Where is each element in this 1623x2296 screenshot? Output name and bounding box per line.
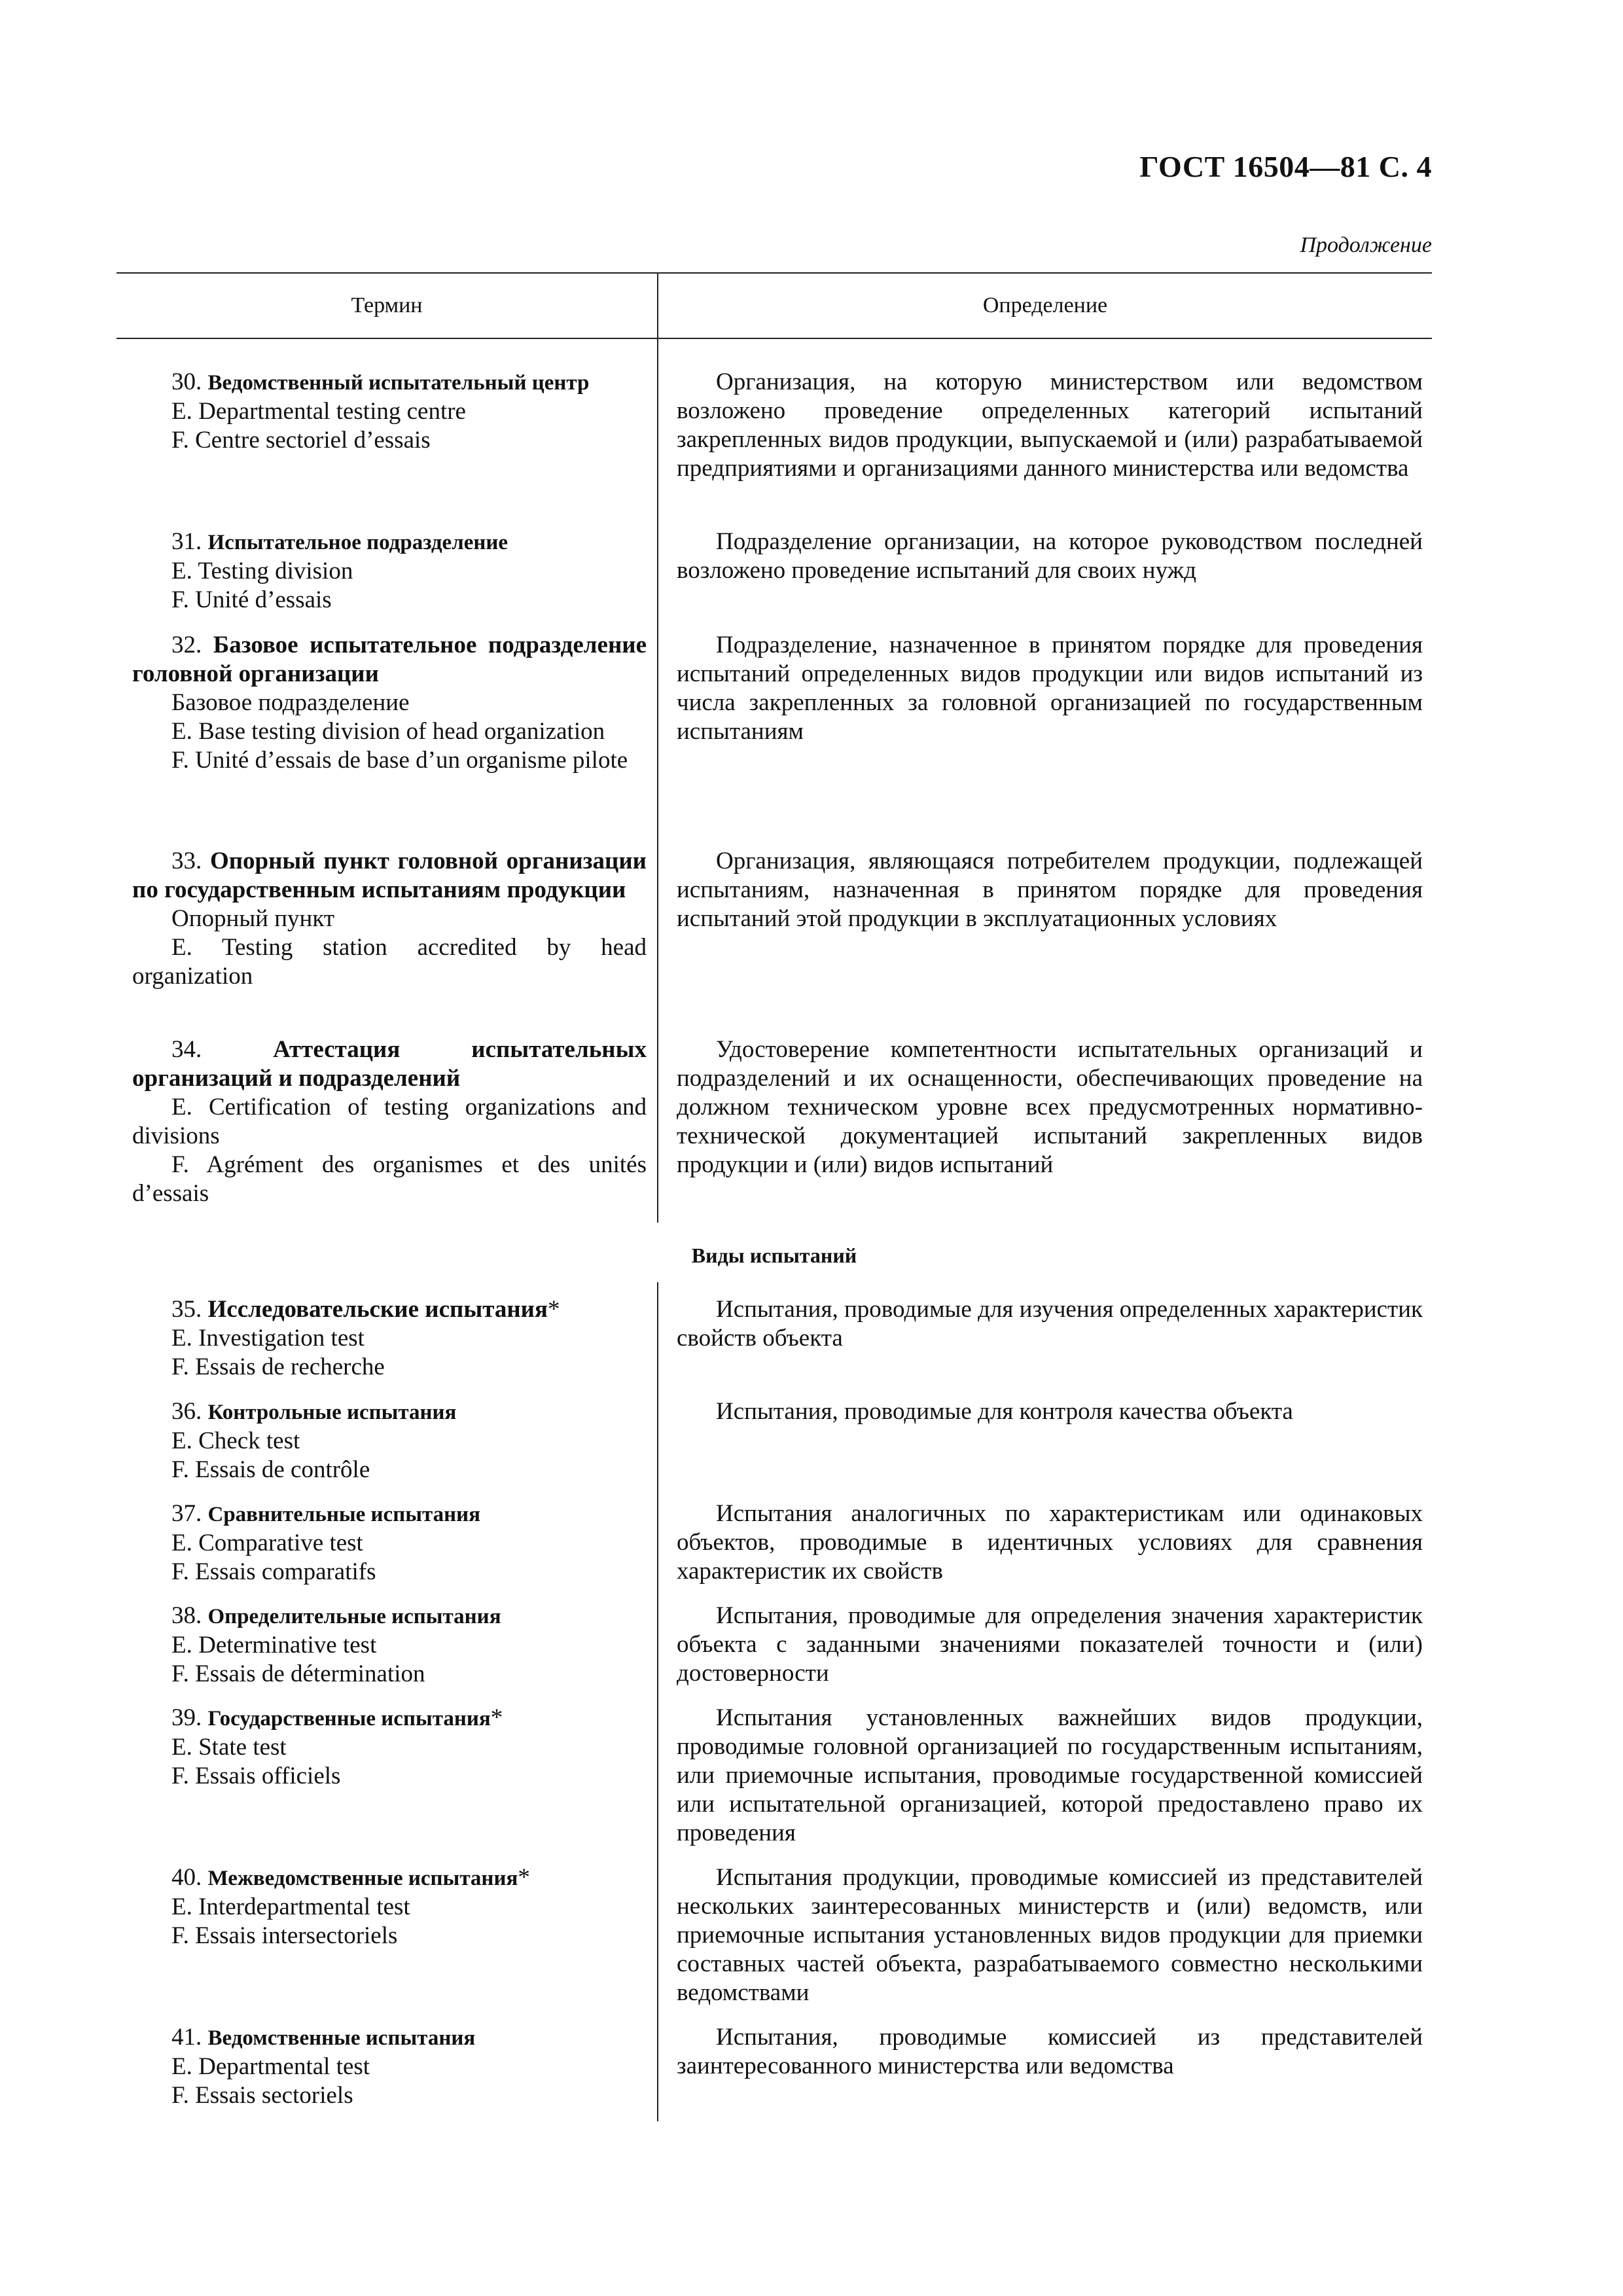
term-name: Опорный пункт головной организации по государственным испытаниям продукции (132, 848, 647, 903)
section-heading: Виды испытаний (691, 1244, 857, 1267)
definition-41: Испытания, проводимые комиссией из представителей заинтересованного министерства или ведомства (677, 2024, 1423, 2079)
definition-38: Испытания, проводимые для определения значения характеристик объекта с заданными значениями показателей точности и (или) достоверности (677, 1602, 1423, 1687)
definition-31: Подразделение организации, на которое руководством последней возложено проведение испытаний для своих нужд (677, 528, 1423, 584)
term-name: Ведомственные испытания (207, 2026, 476, 2050)
table-header (116, 272, 1432, 339)
term-french: F. Essais sectoriels (171, 2082, 353, 2109)
term-english: E. Certification of testing organizations and divisions (132, 1094, 647, 1149)
term-entry-32 (132, 631, 647, 847)
term-name: Контрольные испытания (207, 1401, 457, 1424)
term-entry-39 (132, 1704, 647, 1863)
term-number: 31. (171, 528, 202, 555)
term-synonym: Опорный пункт (171, 905, 334, 932)
definition-33: Организация, являющаяся потребителем продукции, подлежащей испытаниям, назначенная в принятом порядке для проведения испытаний этой продукции в эксплуатационных условиях (677, 848, 1423, 932)
term-french: F. Agrément des organismes et des unités d’essais (132, 1151, 647, 1207)
definition-40: Испытания продукции, проводимые комиссией из представителей нескольких заинтересованных министерств и (или) ведомств, или приемочные испытания установленных видов продукции для приемки составных частей объекта, разрабатываемого совместно несколькими ведомствами (677, 1864, 1423, 2006)
term-entry-31 (132, 528, 647, 631)
term-name: Определительные испытания (207, 1605, 501, 1628)
term-number: 37. (171, 1500, 202, 1527)
term-entry-37 (132, 1499, 647, 1602)
term-number: 40. (171, 1864, 202, 1891)
terms-table (116, 272, 1432, 2121)
term-number: 33. (171, 848, 202, 874)
continuation-label: Продолжение (1300, 233, 1432, 257)
term-number: 39. (171, 1704, 202, 1731)
term-number: 32. (171, 632, 202, 658)
term-synonym: Базовое подразделение (171, 689, 410, 716)
page-header: ГОСТ 16504—81 С. 4 (1139, 150, 1432, 183)
column-header-term: Термин (116, 274, 658, 338)
term-name: Ведомственный испытательный центр (207, 371, 590, 395)
term-english: E. Interdepartmental test (171, 1893, 410, 1920)
term-asterisk: * (490, 1704, 503, 1731)
term-english: E. Determinative test (171, 1632, 377, 1659)
definition-37: Испытания аналогичных по характеристикам или одинаковых объектов, проводимые в идентичных условиях для сравнения характеристик их свойств (677, 1500, 1423, 1585)
term-english: E. Investigation test (171, 1325, 365, 1352)
definition-39: Испытания установленных важнейших видов продукции, проводимые головной организацией по государственным испытаниям, или приемочные испытания, проводимые государственной комиссией или испытательной организацией, которой предоставлено право их проведения (677, 1704, 1423, 1846)
term-english: E. State test (171, 1734, 287, 1761)
term-name: Межведомственные испытания (207, 1867, 518, 1890)
term-number: 35. (171, 1296, 202, 1323)
term-name: Государственные испытания (207, 1707, 491, 1731)
term-french: F. Essais officiels (171, 1763, 341, 1789)
term-french: F. Essais comparatifs (171, 1558, 376, 1585)
term-english: E. Departmental test (171, 2053, 370, 2080)
term-english: E. Testing division (171, 558, 353, 584)
term-number: 38. (171, 1602, 202, 1629)
term-number: 30. (171, 368, 202, 395)
definition-30: Организация, на которую министерством или ведомством возложено проведение определенных категорий испытаний закрепленных видов продукции, выпускаемой и (или) разрабатываемой предприятиями и организациями данного министерства или ведомства (677, 368, 1423, 482)
table-section-test-types (116, 1282, 1432, 2121)
term-french: F. Unité d’essais de base d’un organisme pilote (171, 747, 628, 774)
term-number: 36. (171, 1398, 202, 1425)
term-french: F. Essais intersectoriels (171, 1922, 398, 1949)
term-name: Базовое испытательное подразделение головной организации (132, 632, 647, 687)
term-english: E. Comparative test (171, 1530, 363, 1556)
term-entry-41 (132, 2023, 647, 2121)
term-entry-38 (132, 1602, 647, 1704)
term-name: Исследовательские испытания (207, 1296, 548, 1323)
term-asterisk: * (548, 1296, 560, 1323)
term-french: F. Essais de contrôle (171, 1456, 370, 1483)
term-french: F. Essais de recherche (171, 1354, 385, 1380)
term-entry-36 (132, 1397, 647, 1499)
term-french: F. Centre sectoriel d’essais (171, 427, 431, 454)
term-entry-34 (132, 1035, 647, 1223)
definition-35: Испытания, проводимые для изучения определенных характеристик свойств объекта (677, 1296, 1423, 1352)
term-entry-35 (132, 1295, 647, 1397)
term-english: E. Departmental testing centre (171, 398, 466, 425)
definition-32: Подразделение, назначенное в принятом порядке для проведения испытаний определенных видов продукции или видов испытаний из числа закрепленных за головной организацией по государственным испытаниям (677, 632, 1423, 745)
term-asterisk: * (518, 1864, 530, 1891)
term-number: 41. (171, 2024, 202, 2051)
term-english: E. Check test (171, 1427, 300, 1454)
term-french: F. Essais de détermination (171, 1660, 425, 1687)
term-english: E. Base testing division of head organization (171, 718, 605, 745)
table-section-organizations (116, 339, 1432, 1223)
definition-36: Испытания, проводимые для контроля качества объекта (716, 1398, 1293, 1425)
term-number: 34. (171, 1036, 202, 1063)
term-entry-33 (132, 847, 647, 1035)
term-french: F. Unité d’essais (171, 586, 332, 613)
term-name: Сравнительные испытания (207, 1503, 480, 1526)
term-name: Аттестация испытательных организаций и подразделений (132, 1036, 647, 1092)
term-english: E. Testing station accredited by head organization (132, 934, 647, 990)
term-entry-30 (132, 368, 647, 528)
term-name: Испытательное подразделение (207, 531, 508, 554)
term-entry-40 (132, 1863, 647, 2023)
definition-34: Удостоверение компетентности испытательных организаций и подразделений и их оснащенности, обеспечивающих проведение на должном техническом уровне всех предусмотренных нормативно-технической документацией испытаний закрепленных видов продукции и (или) видов испытаний (677, 1036, 1423, 1178)
column-header-definition: Определение (982, 293, 1108, 317)
